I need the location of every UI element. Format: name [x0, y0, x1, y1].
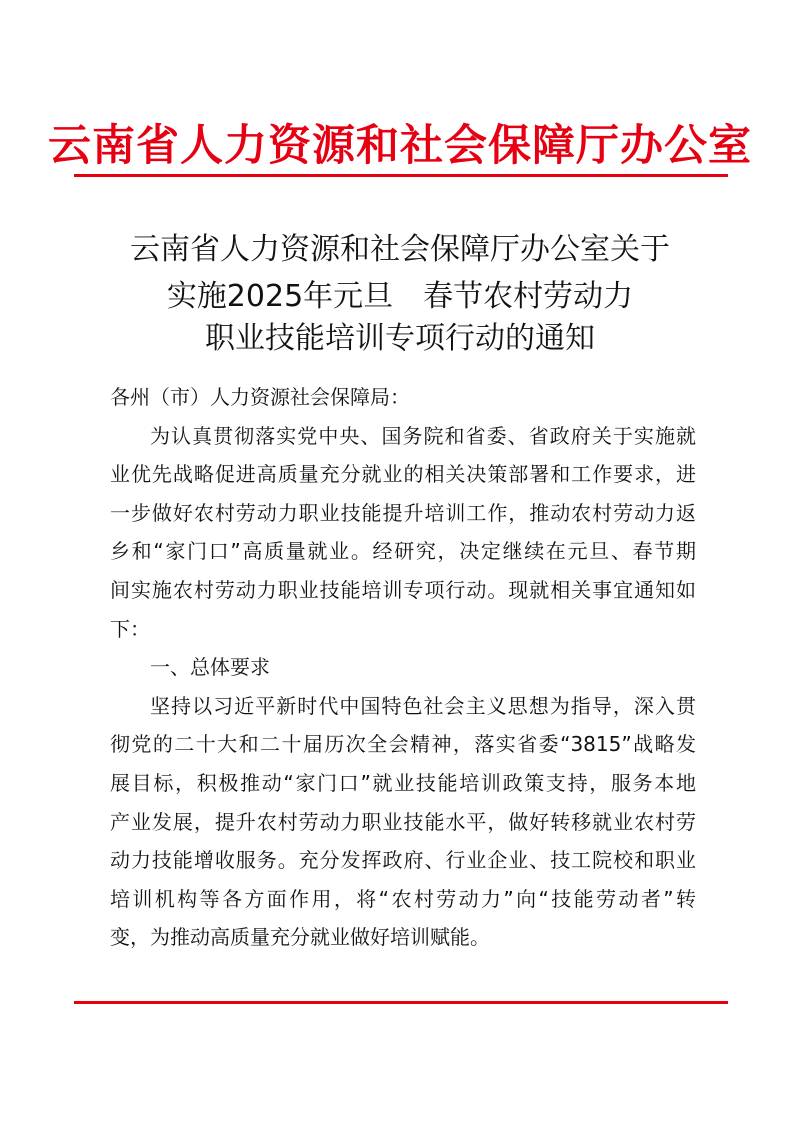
section-heading-general-requirements: 一、总体要求	[150, 655, 270, 680]
intro-line-1: 为认真贯彻落实党中央、国务院和省委、省政府关于实施就	[150, 423, 696, 448]
letterhead-title: 云南省人力资源和社会保障厅办公室	[48, 121, 752, 171]
document-title-line-2: 实施2025年元旦 春节农村劳动力	[166, 279, 634, 314]
intro-line-4: 乡和“家门口”高质量就业。经研究，决定继续在元旦、春节期	[110, 539, 696, 564]
section-1-line-1: 坚持以习近平新时代中国特色社会主义思想为指导，深入贯	[150, 693, 696, 718]
intro-paragraph	[110, 417, 696, 649]
section-1-line-5: 动力技能增收服务。充分发挥政府、行业企业、技工院校和职业	[110, 848, 696, 873]
document-body	[110, 378, 696, 957]
section-1-line-6: 培训机构等各方面作用，将“农村劳动力”向“技能劳动者”转	[110, 886, 696, 911]
intro-line-5: 间实施农村劳动力职业技能培训专项行动。现就相关事宜通知如	[110, 577, 696, 602]
section-1-paragraph	[110, 687, 696, 957]
letterhead-red-rule	[74, 174, 728, 177]
document-title-line-3: 职业技能培训专项行动的通知	[205, 321, 595, 356]
section-1-line-2: 彻党的二十大和二十届历次全会精神，落实省委“3815”战略发	[110, 732, 696, 757]
section-1-line-3: 展目标，积极推动“家门口”就业技能培训政策支持，服务本地	[110, 770, 696, 795]
intro-line-3: 一步做好农村劳动力职业技能提升培训工作，推动农村劳动力返	[110, 500, 696, 525]
section-1-line-7: 变，为推动高质量充分就业做好培训赋能。	[110, 925, 490, 950]
footer-red-rule	[74, 1001, 728, 1004]
document-title-line-1: 云南省人力资源和社会保障厅办公室关于	[130, 232, 670, 267]
intro-line-6: 下：	[110, 616, 150, 641]
salutation: 各州（市）人力资源社会保障局：	[110, 385, 410, 409]
intro-line-2: 业优先战略促进高质量充分就业的相关决策部署和工作要求，进	[110, 462, 696, 487]
section-1-line-4: 产业发展，提升农村劳动力职业技能水平，做好转移就业农村劳	[110, 809, 696, 834]
